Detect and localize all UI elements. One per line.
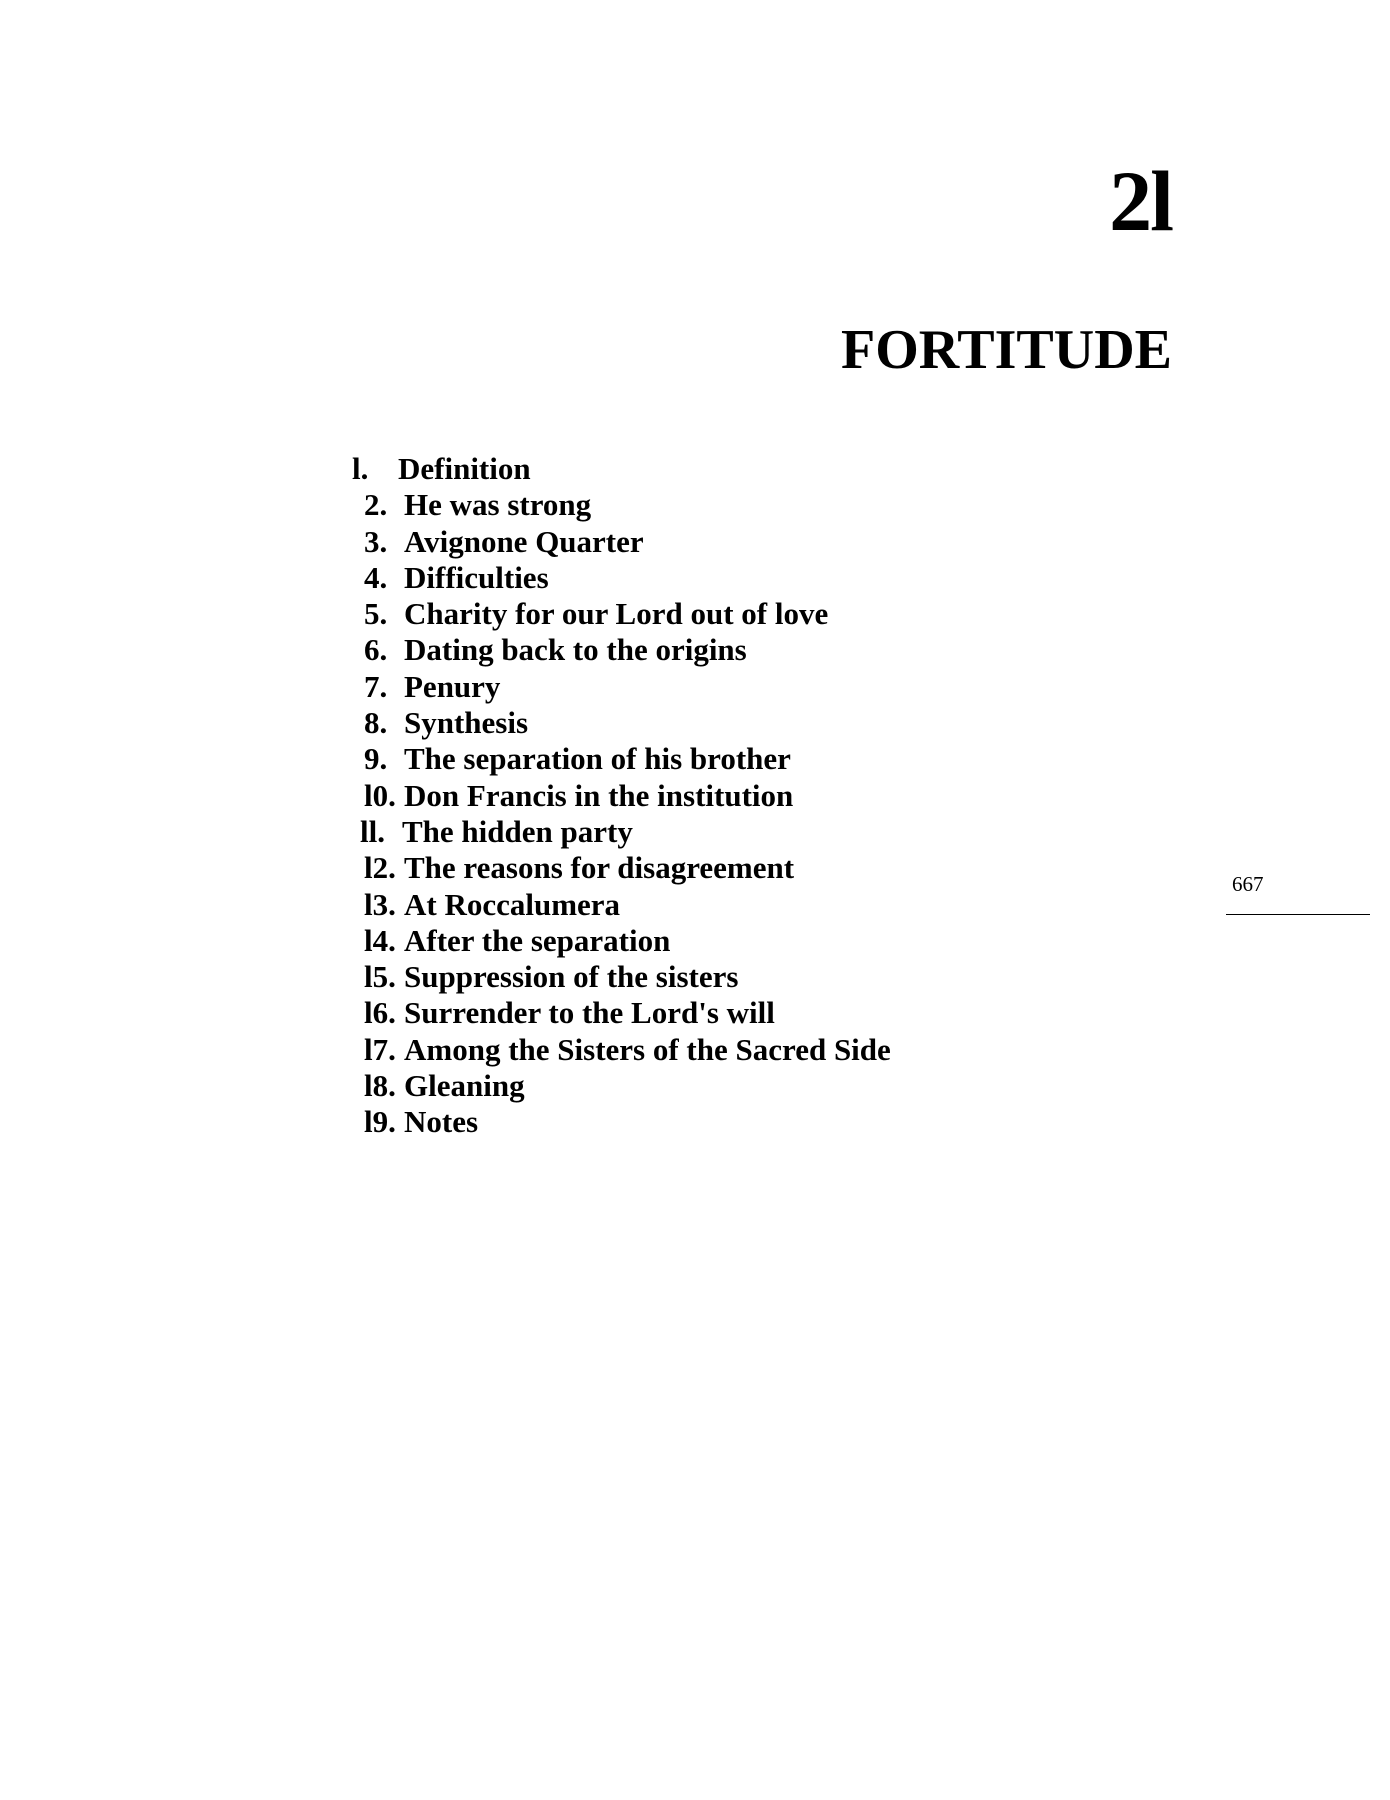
toc-item-number: l4.: [364, 922, 396, 958]
toc-item-number: 8.: [364, 705, 388, 741]
page-number: 667: [1232, 872, 1264, 896]
toc-item: [364, 560, 891, 596]
toc-item-number: l3.: [364, 886, 396, 922]
toc-item-number: 9.: [364, 741, 388, 777]
toc-item-number: 6.: [364, 632, 388, 668]
toc-item-label: Gleaning: [404, 1068, 525, 1104]
toc-item-label: Penury: [404, 668, 501, 704]
toc-item-number: l0.: [364, 777, 396, 813]
toc-item: [364, 487, 891, 523]
chapter-title: FORTITUDE: [841, 319, 1172, 381]
toc-item: [364, 923, 891, 959]
toc-item-label: After the separation: [404, 922, 671, 958]
toc-item: [364, 741, 891, 777]
toc-item: [364, 632, 891, 668]
table-of-contents: [352, 451, 891, 1141]
toc-item: [364, 778, 891, 814]
toc-item-label: Difficulties: [404, 559, 549, 595]
toc-item: [364, 959, 891, 995]
toc-item-label: Definition: [398, 451, 531, 486]
toc-item-number: l.: [352, 451, 369, 486]
chapter-number: 2l: [1109, 153, 1172, 249]
toc-item-number: 4.: [364, 559, 388, 595]
toc-item-number: l6.: [364, 995, 396, 1031]
toc-item-number: l2.: [364, 850, 396, 886]
toc-item: [364, 1068, 891, 1104]
toc-item-label: Charity for our Lord out of love: [404, 596, 829, 632]
toc-item-number: ll.: [360, 813, 385, 849]
toc-item-number: 7.: [364, 668, 388, 704]
toc-item-number: 3.: [364, 523, 388, 559]
toc-item-number: l7.: [364, 1031, 396, 1067]
toc-item: [364, 850, 891, 886]
toc-item: [364, 1104, 891, 1140]
toc-item: [364, 705, 891, 741]
toc-item-label: Dating back to the origins: [404, 632, 747, 668]
toc-item: [364, 669, 891, 705]
toc-item-label: The separation of his brother: [404, 741, 791, 777]
toc-item-label: Don Francis in the institution: [404, 777, 794, 813]
toc-item-number: 2.: [364, 487, 388, 523]
toc-item: [364, 1032, 891, 1068]
toc-item-label: At Roccalumera: [404, 886, 621, 922]
toc-item-label: Among the Sisters of the Sacred Side: [404, 1031, 891, 1067]
toc-item-label: Synthesis: [404, 705, 529, 741]
toc-item: [364, 887, 891, 923]
toc-item: [364, 596, 891, 632]
toc-item-number: 5.: [364, 596, 388, 632]
toc-item-label: The hidden party: [402, 813, 633, 849]
toc-item-label: Surrender to the Lord's will: [404, 995, 775, 1031]
toc-item: [352, 451, 891, 487]
toc-item-label: He was strong: [404, 487, 592, 523]
toc-item-label: Avignone Quarter: [404, 523, 644, 559]
toc-item: [364, 995, 891, 1031]
toc-item-label: Notes: [404, 1104, 479, 1140]
toc-item: [364, 524, 891, 560]
toc-item-number: l5.: [364, 959, 396, 995]
toc-item-number: l9.: [364, 1104, 396, 1140]
toc-item-number: l8.: [364, 1068, 396, 1104]
toc-item-label: Suppression of the sisters: [404, 959, 739, 995]
page-number-rule: [1226, 914, 1370, 915]
toc-item: [360, 814, 891, 850]
toc-item-label: The reasons for disagreement: [404, 850, 795, 886]
